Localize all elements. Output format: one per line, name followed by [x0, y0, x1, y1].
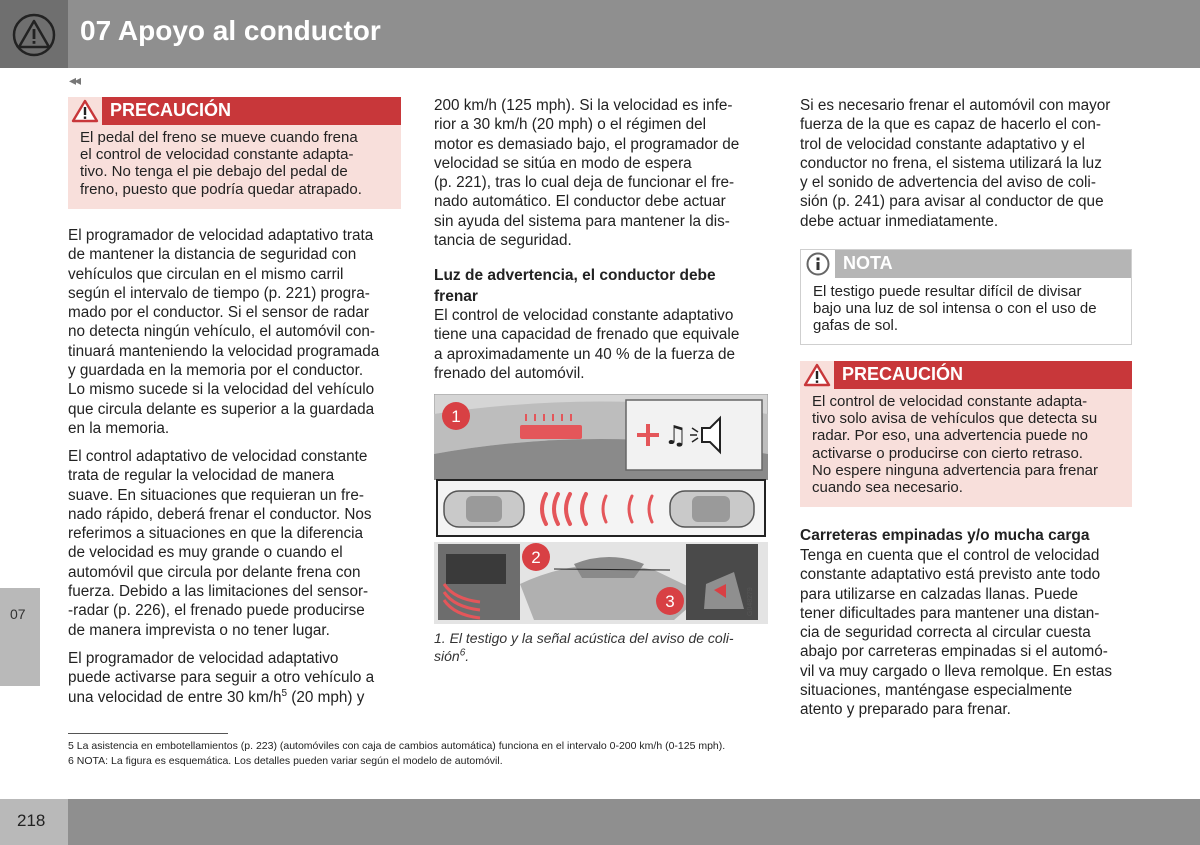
text-line: sin ayuda del sistema para mantener la dis-: [434, 212, 730, 230]
text-line: de velocidad es muy grande o cuando el: [68, 544, 343, 562]
col2-paragraph-1: [434, 96, 770, 250]
info-icon: [805, 252, 831, 276]
caption-line: [434, 647, 768, 665]
callout-3-label: 3: [665, 592, 675, 611]
text-line: abajo por carreteras empinadas si el automó-: [800, 643, 1108, 661]
page-number-box: [0, 799, 68, 845]
page-footer: [0, 799, 1200, 845]
section-heading-steep-roads: Carreteras empinadas y/o mucha carga: [800, 527, 1090, 544]
text-line: tancia de seguridad.: [434, 232, 572, 250]
text-line: 200 km/h (125 mph). Si la velocidad es infe-: [434, 97, 733, 114]
caption-line: 1. El testigo y la señal acústica del aviso de coli-: [434, 630, 734, 646]
text-line: trata de regular la velocidad de manera: [68, 467, 335, 485]
text-line: constante adaptativo está previsto ante todo: [800, 566, 1101, 584]
caption-span: .: [465, 648, 470, 664]
col2-paragraph-2: [434, 306, 770, 383]
text-line: sión (p. 241) para avisar al conductor de que: [800, 193, 1104, 211]
warning-icon-box: [800, 361, 834, 389]
precaution-header: [800, 361, 1132, 389]
text-line: y guardada en la memoria por el conductor.: [68, 362, 364, 380]
col3-paragraph-1: [800, 96, 1136, 231]
text-line: situaciones, manténgase especialmente: [800, 682, 1073, 700]
text-line: debe actuar inmediatamente.: [800, 212, 999, 230]
own-car-icon: [444, 491, 524, 527]
text-line: tinuará manteniendo la velocidad programada: [68, 342, 380, 360]
warning-triangle-icon: [803, 363, 831, 387]
text-line: suave. En situaciones que requieran un fre-: [68, 486, 364, 504]
text-line: Si es necesario frenar el automóvil con mayor: [800, 97, 1111, 114]
text-line: gafas de sol.: [813, 317, 899, 335]
col1-paragraph-3: [68, 649, 404, 707]
note-box: [800, 249, 1132, 345]
chapter-side-tab-label: 07: [10, 606, 26, 622]
text-line: El programador de velocidad adaptativo: [68, 650, 339, 667]
text-line: No espere ninguna advertencia para frenar: [812, 461, 1099, 479]
text-line: vil va muy cargado o lleva remolque. En estas: [800, 662, 1113, 680]
text-line: El pedal del freno se mueve cuando frena: [80, 129, 358, 146]
vehicle-ahead-icon: [670, 491, 754, 527]
precaution-text: [80, 129, 391, 198]
caption-span: sión: [434, 648, 460, 664]
page-number: 218: [17, 811, 46, 830]
footnote-ref-6[interactable]: 6: [459, 647, 466, 659]
text-line: de manera imprevista o no tener lugar.: [68, 621, 330, 639]
section-heading-warning-light: [434, 265, 770, 307]
svg-text:♫: ♫: [664, 421, 688, 451]
text-line: en la memoria.: [68, 419, 170, 437]
text-line: el control de velocidad constante adapta-: [80, 146, 354, 164]
footnote-ref-5[interactable]: 5: [281, 687, 288, 699]
text-line: motor es demasiado bajo, el programador de: [434, 135, 740, 153]
footnote-divider: [68, 733, 228, 734]
collision-warning-figure: [434, 394, 768, 624]
text-line: (p. 221), tras lo cual deja de funcionar el fre-: [434, 174, 735, 192]
text-line: trol de velocidad constante adaptativo y el: [800, 135, 1085, 153]
text-line: que circula delante es superior a la guardada: [68, 400, 375, 418]
chapter-header: [0, 0, 1200, 68]
warning-icon-box: [68, 97, 102, 125]
warning-triangle-icon: [71, 99, 99, 123]
text-line: a aproximadamente un 40 % de la fuerza de: [434, 345, 736, 363]
text-line: mado por el conductor. Si el sensor de radar: [68, 304, 370, 322]
note-header: [801, 250, 1131, 278]
text-line: no detecta ningún vehículo, el automóvil con-: [68, 323, 375, 341]
chapter-title: 07 Apoyo al conductor: [80, 15, 381, 46]
footnote-5: 5 La asistencia en embotellamientos (p. 223) (automóviles con caja de cambios automática) funciona en el intervalo 0-200 km/h (0-125 mph).: [68, 740, 726, 752]
text-line: El testigo puede resultar difícil de divisar: [813, 283, 1082, 300]
text-span: una velocidad de entre 30 km/h: [68, 688, 282, 706]
precaution-header: [68, 97, 401, 125]
text-line: cia de seguridad correcta al circular cuesta: [800, 624, 1091, 642]
chapter-side-tab[interactable]: [0, 588, 40, 686]
precaution-text: [812, 393, 1122, 496]
text-line: automóvil que circula por delante frena con: [68, 563, 361, 581]
text-line: [68, 688, 404, 707]
note-title: NOTA: [843, 253, 893, 273]
info-icon-box: [801, 250, 835, 278]
footnote-6: 6 NOTA: La figura es esquemática. Los detalles pueden variar según el modelo de automóvil.: [68, 755, 503, 767]
text-line: nado automático. El conductor debe actuar: [434, 193, 726, 211]
text-line: radar. Por eso, una advertencia puede no: [812, 427, 1089, 445]
text-line: Tenga en cuenta que el control de velocidad: [800, 547, 1100, 564]
text-line: freno, puesto que podría quedar atrapado.: [80, 180, 362, 198]
text-line: tener dificultades para mantener una distan-: [800, 604, 1100, 622]
heading-line: Luz de advertencia, el conductor debe: [434, 267, 716, 284]
text-line: referimos a situaciones en que la diferencia: [68, 525, 364, 543]
collision-warning-illustration: [434, 394, 768, 624]
text-line: fuerza de la que es capaz de hacerlo el con-: [800, 116, 1102, 134]
text-line: nado rápido, deberá frenar el conductor. Nos: [68, 505, 372, 523]
warning-icon-box: [0, 0, 68, 68]
text-line: frenado del automóvil.: [434, 364, 585, 382]
precaution-title: PRECAUCIÓN: [842, 364, 964, 384]
precaution-box-2: [800, 361, 1132, 507]
text-line: rior a 30 km/h (20 mph) o el régimen del: [434, 116, 707, 134]
text-line: tivo solo avisa de vehículos que detecta su: [812, 410, 1098, 428]
text-line: El programador de velocidad adaptativo trata: [68, 227, 374, 244]
warning-triangle-icon: [12, 13, 56, 57]
col1-paragraph-2: [68, 447, 404, 640]
text-line: según el intervalo de tiempo (p. 221) progra-: [68, 284, 370, 302]
text-line: Lo mismo sucede si la velocidad del vehículo: [68, 381, 375, 399]
text-line: puede activarse para seguir a otro vehículo a: [68, 669, 375, 687]
figure-caption: [434, 629, 768, 665]
text-line: velocidad se sitúa en modo de espera: [434, 154, 692, 172]
text-line: vehículos que circulan en el mismo carril: [68, 265, 344, 283]
text-line: de mantener la distancia de seguridad con: [68, 246, 357, 264]
figure-code: G048279: [747, 587, 754, 616]
text-line: tiene una capacidad de frenado que equivale: [434, 326, 740, 344]
col3-paragraph-2: [800, 546, 1136, 720]
text-line: conductor no frena, el sistema utilizará la luz: [800, 154, 1102, 172]
text-line: atento y preparado para frenar.: [800, 701, 1011, 719]
text-line: y el sonido de advertencia del aviso de coli-: [800, 174, 1096, 192]
text-line: tivo. No tenga el pie debajo del pedal de: [80, 163, 348, 181]
callout-2-label: 2: [531, 548, 541, 567]
col1-paragraph-1: [68, 226, 404, 438]
text-line: El control de velocidad constante adapta-: [812, 393, 1088, 410]
text-line: El control adaptativo de velocidad constante: [68, 448, 368, 465]
text-line: activarse o producirse con cierto retraso.: [812, 444, 1083, 462]
continued-arrows-icon: ◂◂: [69, 72, 80, 88]
text-line: El control de velocidad constante adaptativo: [434, 307, 734, 324]
note-text: [813, 283, 1121, 335]
text-line: fuerza. Debido a las limitaciones del sensor-: [68, 583, 369, 601]
text-line: para utilizarse en calzadas llanas. Puede: [800, 585, 1079, 603]
callout-1-label: 1: [451, 407, 461, 426]
text-span: (20 mph) y: [287, 688, 365, 706]
warning-light-icon: [520, 425, 582, 439]
precaution-title: PRECAUCIÓN: [110, 100, 232, 120]
text-line: -radar (p. 226), el frenado puede producirse: [68, 602, 365, 620]
heading-line: frenar: [434, 288, 478, 305]
text-line: cuando sea necesario.: [812, 479, 963, 497]
precaution-box-1: [68, 97, 401, 209]
text-line: bajo una luz de sol intensa o con el uso de: [813, 300, 1097, 318]
